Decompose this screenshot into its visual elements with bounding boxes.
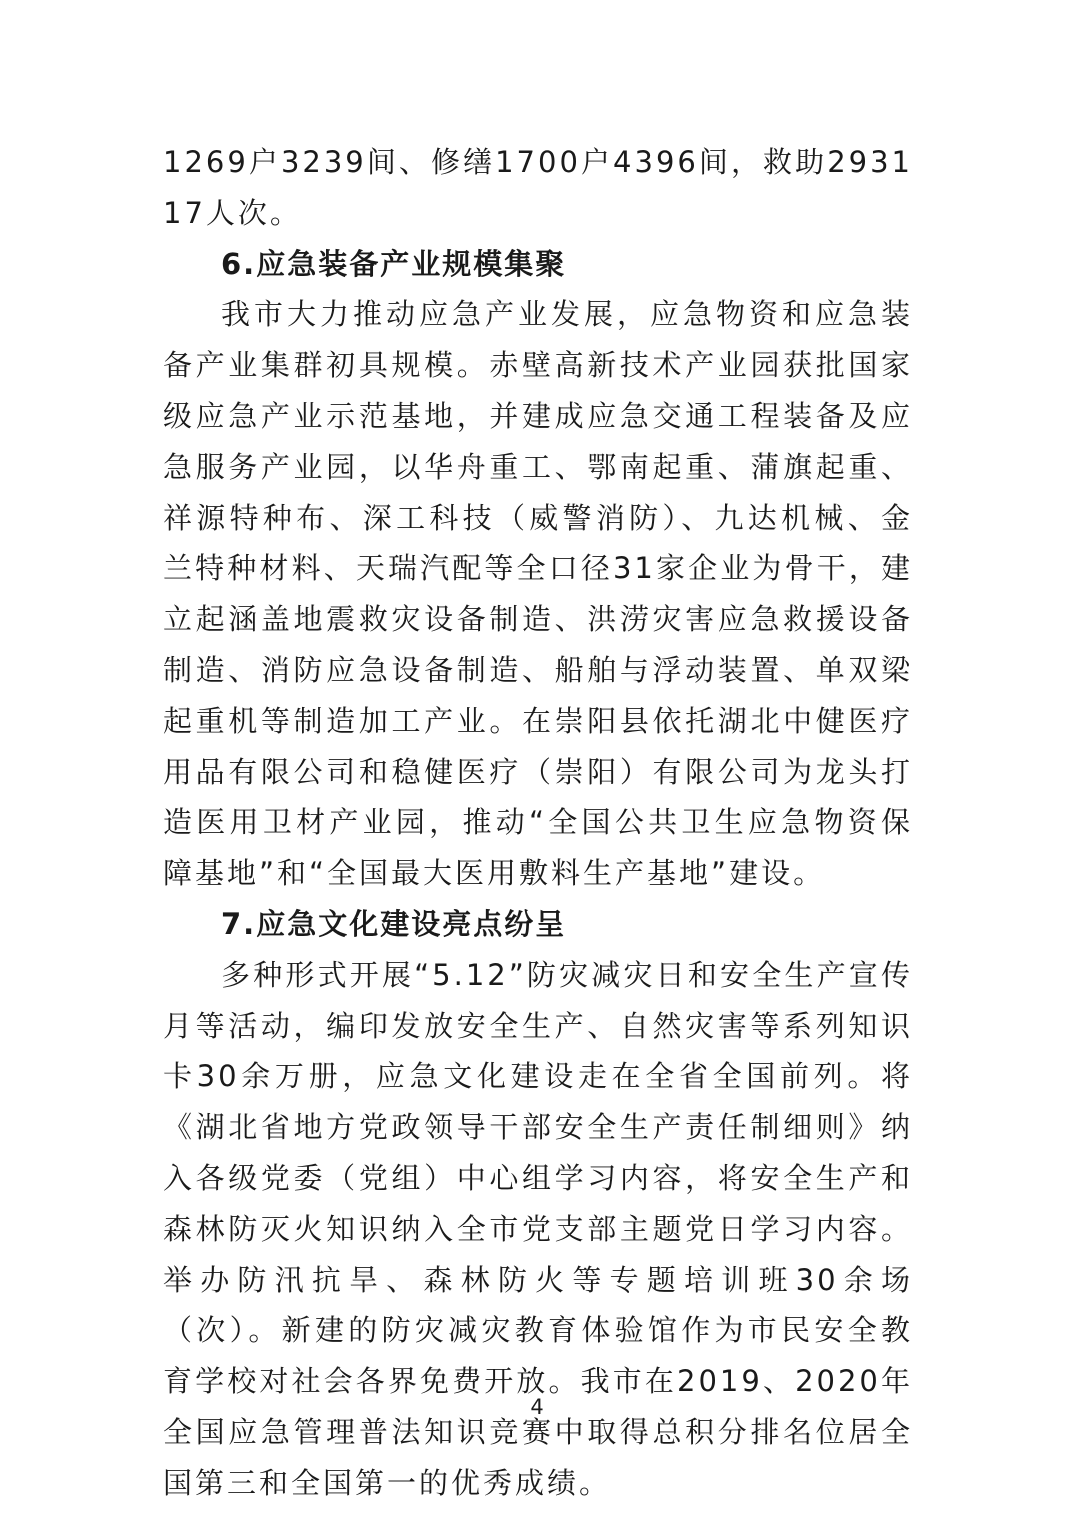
section-heading-7: 7.应急文化建设亮点纷呈	[221, 906, 567, 941]
paragraph-emergency-equipment: 我市大力推动应急产业发展，应急物资和应急装备产业集群初具规模。赤壁高新技术产业园获批国家级应急产业示范基地，并建成应急交通工程装备及应急服务产业园，以华舟重工、鄂南起重、蒲旗起重、祥源特种布、深工科技（威警消防）、九达机械、金兰特种材料、天瑞汽配等全口径31家企业为骨干，建立起涵盖地震救灾设备制造、洪涝灾害应急救援设备制造、消防应急设备制造、船舶与浮动装置、单双梁起重机等制造加工产业。在崇阳县依托湖北中健医疗用品有限公司和稳健医疗（崇阳）有限公司为龙头打造医用卫材产业园，推动“全国公共卫生应急物资保障基地”和“全国最大医用敷料生产基地”建设。	[163, 297, 913, 891]
paragraph-continued: 1269户3239间、修缮1700户4396间，救助293117人次。	[163, 145, 913, 230]
paragraph-emergency-culture: 多种形式开展“5.12”防灾减灾日和安全生产宣传月等活动，编印发放安全生产、自然灾害等系列知识卡30余万册，应急文化建设走在全省全国前列。将《湖北省地方党政领导干部安全生产责任制细则》纳入各级党委（党组）中心组学习内容，将安全生产和森林防灭火知识纳入全市党支部主题党日学习内容。举办防汛抗旱、森林防火等专题培训班30余场（次）。新建的防灾减灾教育体验馆作为市民安全教育学校对社会各界免费开放。我市在2019、2020年全国应急管理普法知识竞赛中取得总积分排名位居全国第三和全国第一的优秀成绩。	[163, 957, 913, 1500]
section-heading-6: 6.应急装备产业规模集聚	[221, 246, 567, 281]
page-number: 4	[530, 1395, 544, 1419]
document-body	[163, 137, 913, 1509]
